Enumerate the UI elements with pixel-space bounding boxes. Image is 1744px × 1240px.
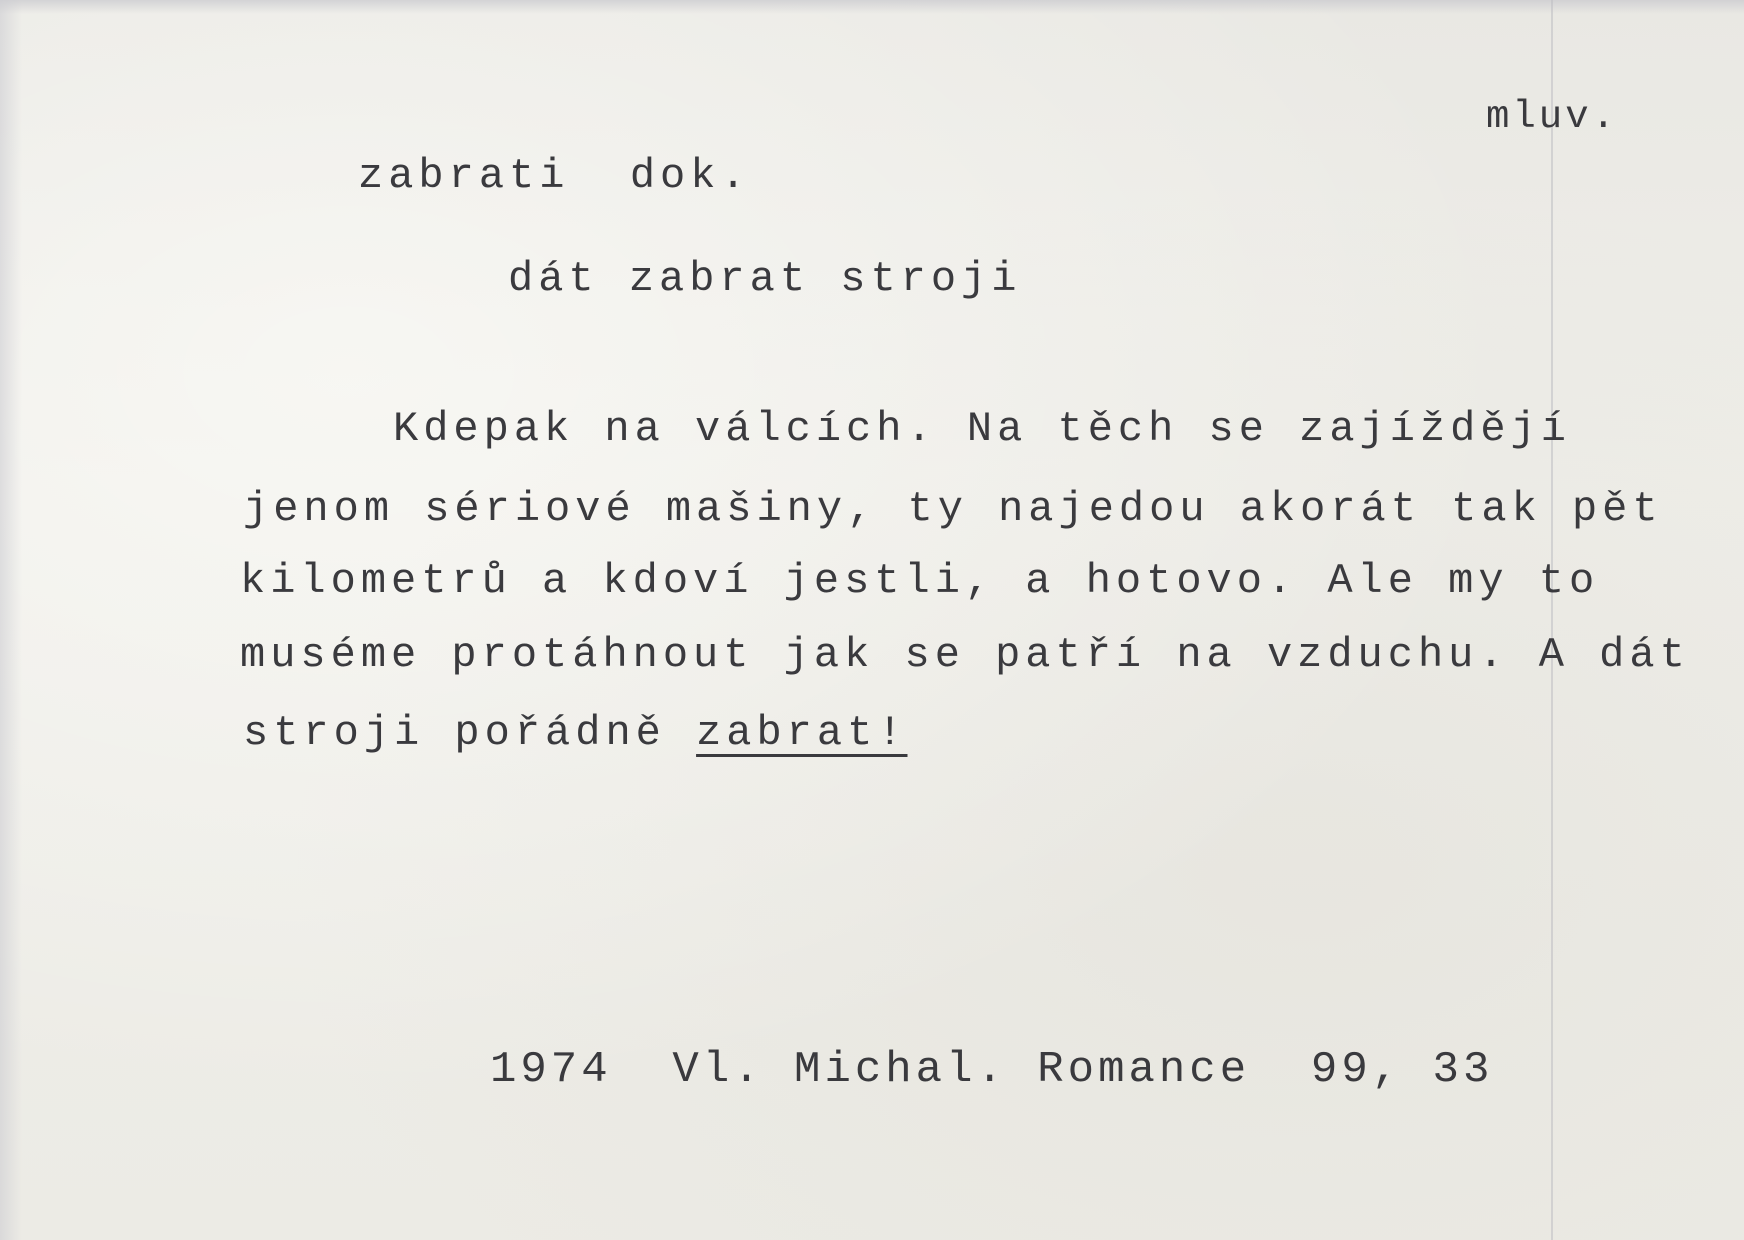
quote-line-5-text: stroji pořádně	[243, 709, 697, 757]
quote-line-2: jenom sériové mašiny, ty najedou akorát tak pět	[243, 485, 1663, 533]
card-top-edge	[0, 0, 1744, 14]
example-phrase: dát zabrat stroji	[508, 255, 1022, 303]
quote-line-4: muséme protáhnout jak se patří na vzduchu. A dát	[240, 631, 1690, 679]
source-citation: 1974 Vl. Michal. Romance 99, 33	[490, 1045, 1494, 1095]
card-fold-line	[1551, 0, 1553, 1240]
quote-line-3: kilometrů a kdoví jestli, a hotovo. Ale my to	[240, 557, 1600, 605]
headword: zabrati dok.	[358, 152, 751, 200]
quote-line-1: Kdepak na válcích. Na těch se zajíždějí	[393, 405, 1571, 453]
style-label: mluv.	[1486, 95, 1619, 139]
card-left-edge	[0, 0, 22, 1240]
underlined-headword-occurrence: zabrat!	[696, 709, 908, 757]
quote-line-5	[243, 709, 908, 757]
